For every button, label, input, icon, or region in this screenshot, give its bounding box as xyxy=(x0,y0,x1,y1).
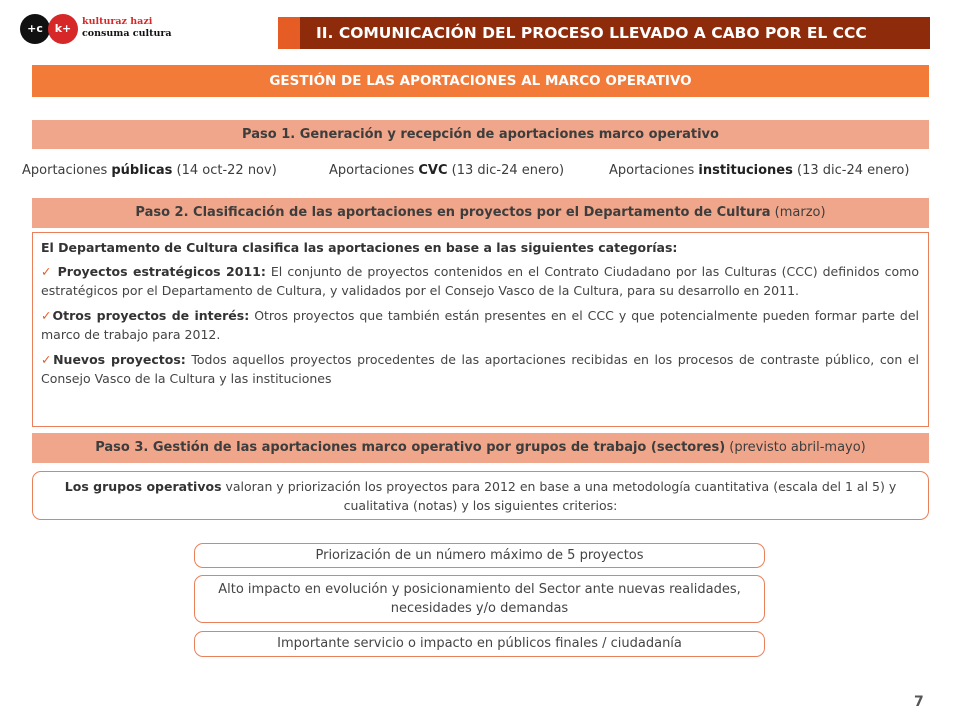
logo xyxy=(20,14,210,44)
header-accent-strip xyxy=(278,17,300,49)
category-description: Otros proyectos que también están presentes en el CCC y que potencialmente pueden formar parte del marco de trabajo para 2012. xyxy=(41,308,920,342)
section-title: GESTIÓN DE LAS APORTACIONES AL MARCO OPERATIVO xyxy=(32,65,929,97)
logo-circle-k-plus: k+ xyxy=(48,14,78,44)
aportacion-type: públicas xyxy=(111,163,173,178)
step1-title: Paso 1. Generación y recepción de aportaciones marco operativo xyxy=(32,120,929,149)
aportacion-dates: (13 dic-24 enero) xyxy=(447,163,565,178)
step2-title-note: (marzo) xyxy=(770,205,826,220)
step3-description-box xyxy=(32,471,929,520)
aportacion-prefix: Aportaciones xyxy=(22,163,112,178)
description-lead: Los grupos operativos xyxy=(64,479,222,494)
category-item xyxy=(41,262,919,300)
logo-line-1: kulturaz hazi xyxy=(82,16,153,27)
aportacion-type: CVC xyxy=(418,163,448,178)
logo-line-2: consuma cultura xyxy=(82,28,172,39)
checkmark-icon: ✓ xyxy=(41,308,53,323)
checkmark-icon: ✓ xyxy=(41,264,53,279)
page-title: II. COMUNICACIÓN DEL PROCESO LLEVADO A CABO POR EL CCC xyxy=(300,17,930,49)
criterion-box: Importante servicio o impacto en públicos finales / ciudadanía xyxy=(194,631,765,657)
step2-title-text: Paso 2. Clasificación de las aportaciones en proyectos por el Departamento de Cultura xyxy=(135,205,771,220)
description-text: valoran y priorización los proyectos para 2012 en base a una metodología cuantitativa (escala del 1 al 5) y cualitativa (notas) y los siguientes criterios: xyxy=(221,479,897,513)
step2-categories-box xyxy=(32,232,929,427)
aportacion-prefix: Aportaciones xyxy=(329,163,419,178)
aportacion-dates: (14 oct-22 nov) xyxy=(172,163,277,178)
aportacion-cvc xyxy=(329,161,564,181)
category-name: Otros proyectos de interés: xyxy=(52,308,250,323)
aportacion-type: instituciones xyxy=(698,163,793,178)
step3-title-text: Paso 3. Gestión de las aportaciones marco operativo por grupos de trabajo (sectores) xyxy=(95,440,726,455)
page-number: 7 xyxy=(914,694,924,710)
category-item xyxy=(41,306,919,344)
category-name: Nuevos proyectos: xyxy=(53,352,186,367)
categories-intro: El Departamento de Cultura clasifica las aportaciones en base a las siguientes categorías: xyxy=(41,240,678,255)
criterion-box: Alto impacto en evolución y posicionamiento del Sector ante nuevas realidades, necesidades y/o demandas xyxy=(194,575,765,623)
category-name: Proyectos estratégicos 2011: xyxy=(57,264,266,279)
aportacion-publicas xyxy=(22,161,277,181)
aportacion-prefix: Aportaciones xyxy=(609,163,699,178)
category-description: El conjunto de proyectos contenidos en el Contrato Ciudadano por las Culturas (CCC) definidos como estratégicos por el Departamento de Cultura, y validados por el Consejo Vasco de la Cultura, para su desarrollo en 2011. xyxy=(41,264,920,298)
logo-circle-plus-c: +c xyxy=(20,14,50,44)
category-description: Todos aquellos proyectos procedentes de las aportaciones recibidas en los procesos de contraste público, con el Consejo Vasco de la Cultura y las instituciones xyxy=(41,352,919,386)
criterion-box: Priorización de un número máximo de 5 proyectos xyxy=(194,543,765,568)
step3-title xyxy=(32,433,929,463)
logo-wordmark xyxy=(82,16,172,40)
category-item xyxy=(41,350,919,388)
aportacion-instituciones xyxy=(609,161,909,181)
step2-title xyxy=(32,198,929,228)
step3-title-note: (previsto abril-mayo) xyxy=(725,440,866,455)
checkmark-icon: ✓ xyxy=(41,352,54,367)
aportacion-dates: (13 dic-24 enero) xyxy=(792,163,910,178)
